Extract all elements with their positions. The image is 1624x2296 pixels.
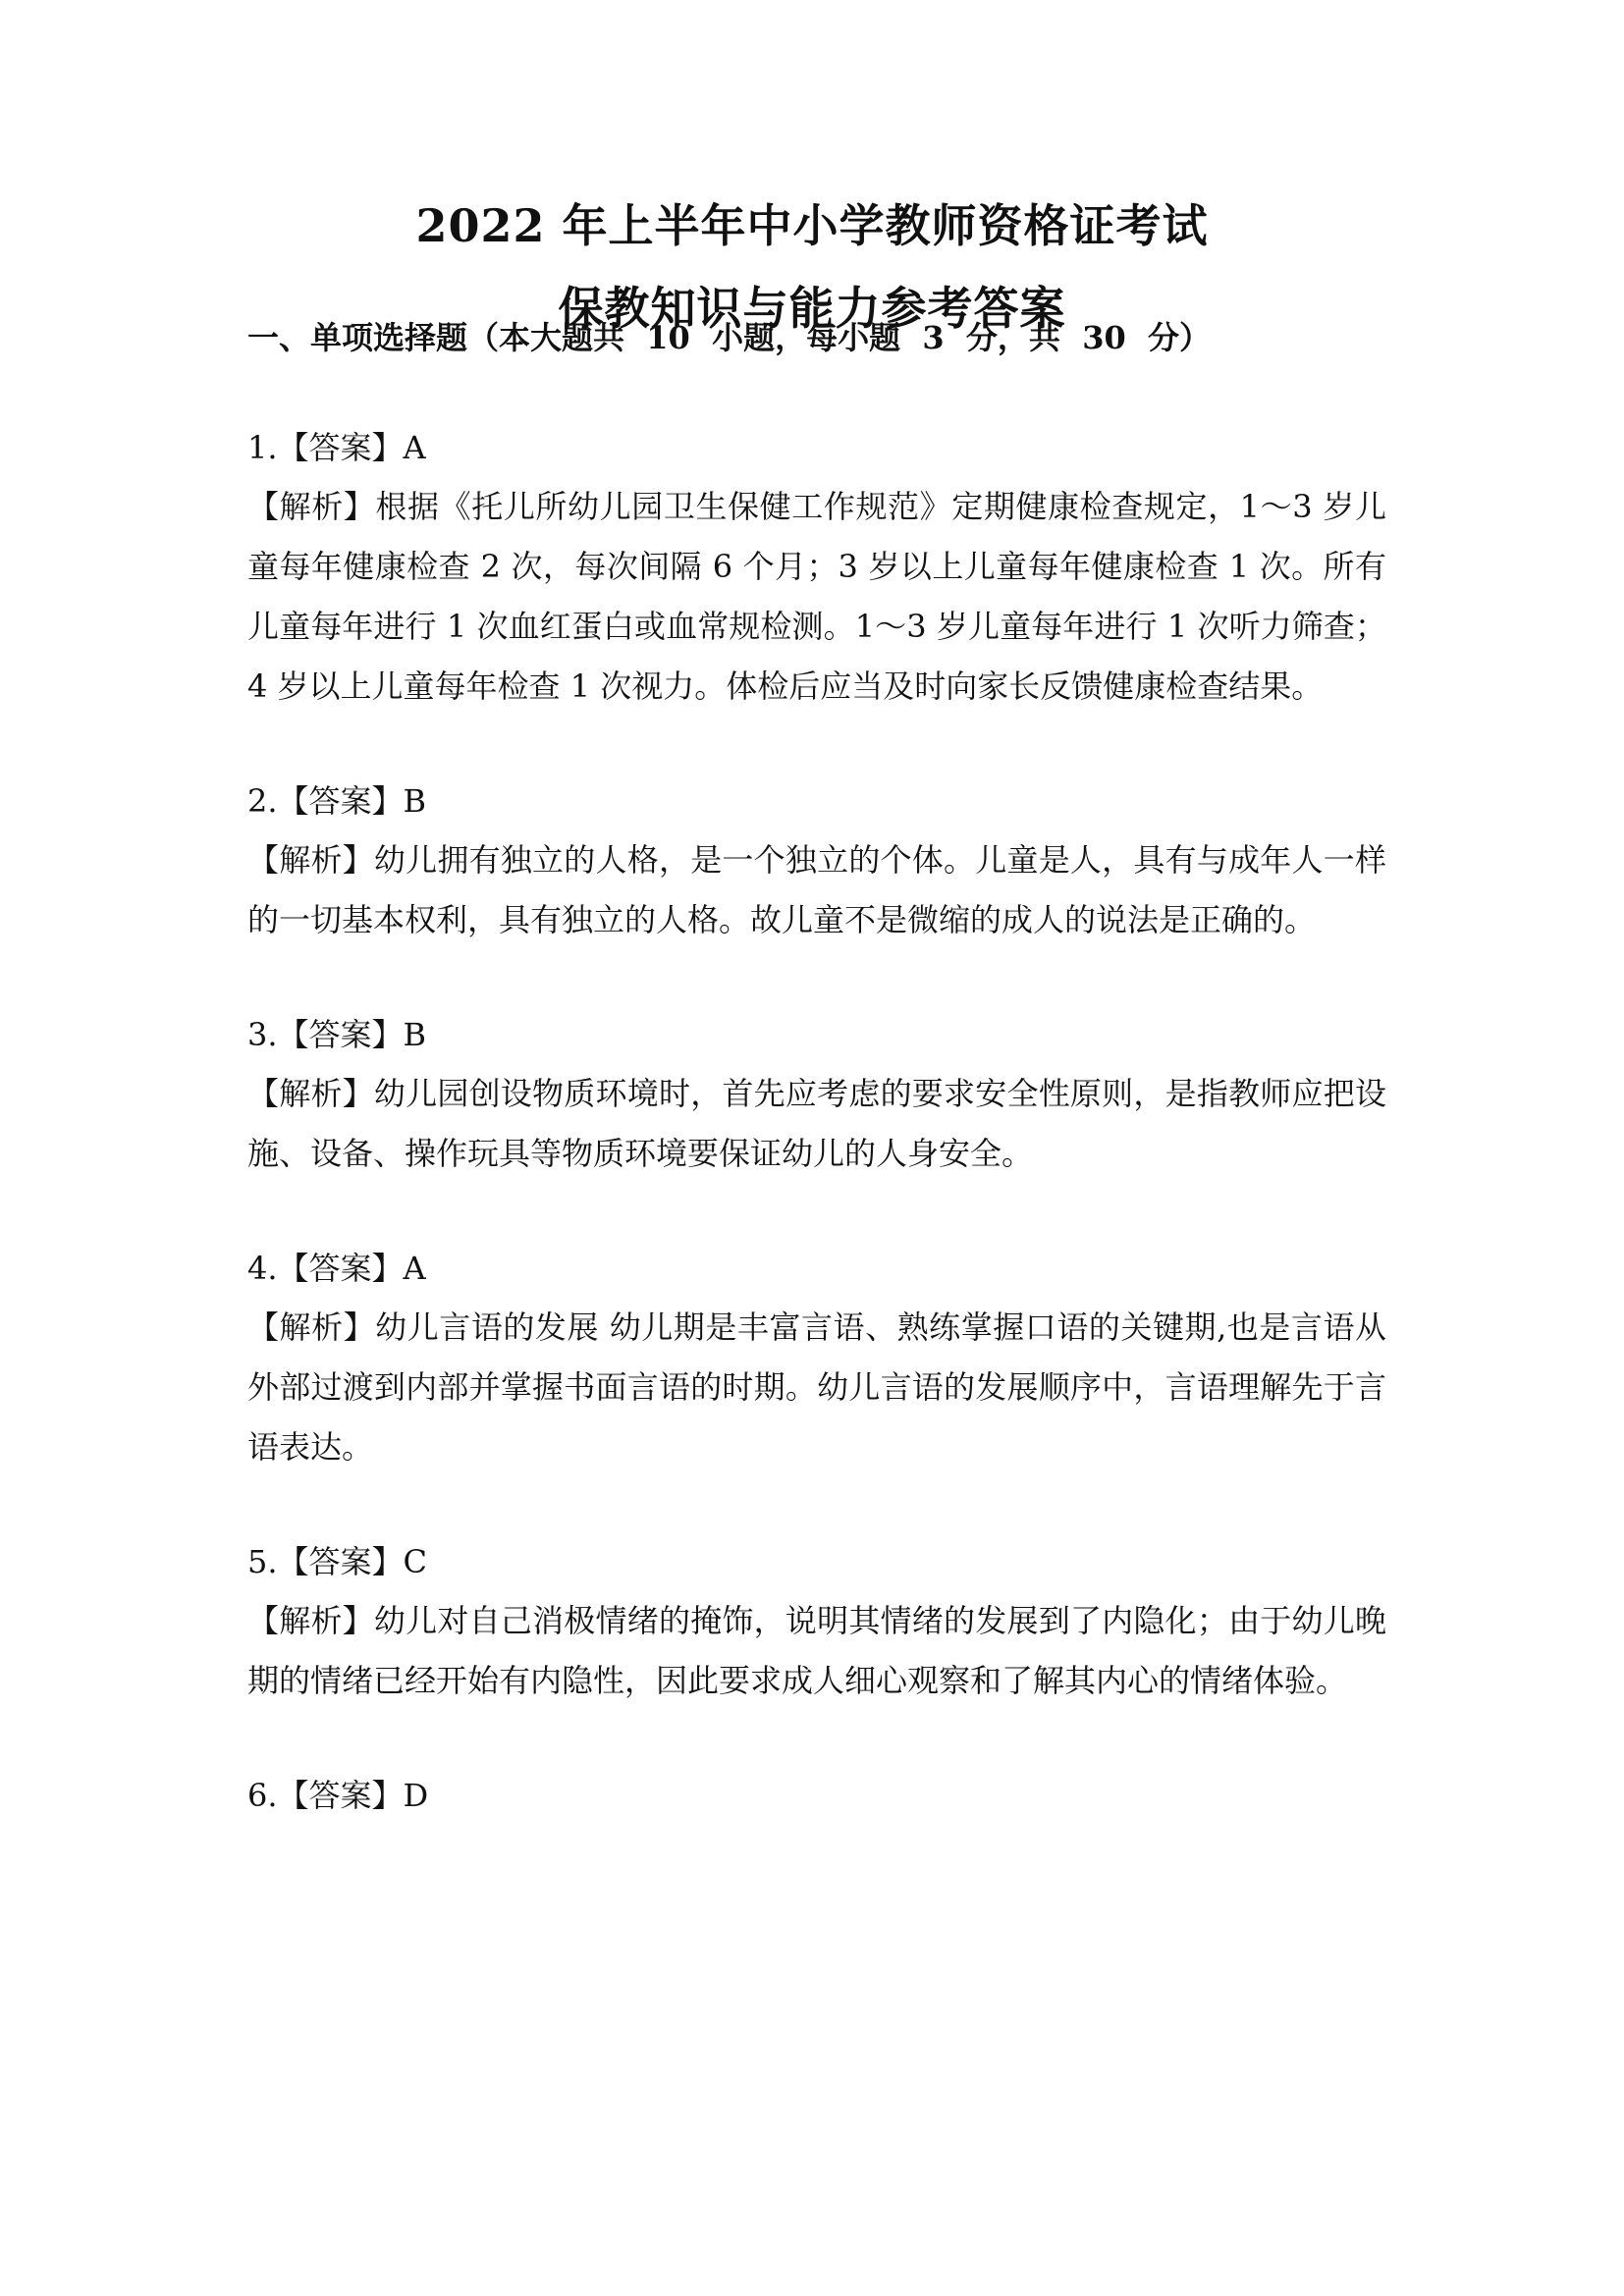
analysis-text: 【解析】幼儿言语的发展 幼儿期是丰富言语、熟练掌握口语的关键期,也是言语从外部过渡到内部并掌握书面言语的时期。幼儿言语的发展顺序中，言语理解先于言语表达。 <box>247 1308 1386 1466</box>
answer-item-6 <box>247 1766 1386 1825</box>
title-line-2: 保教知识与能力参考答案 <box>558 282 1066 335</box>
answer-label: 4.【答案】A <box>247 1250 426 1287</box>
answer-list <box>247 418 1386 1880</box>
answer-label: 3.【答案】B <box>247 1016 427 1053</box>
answer-label: 5.【答案】C <box>247 1543 428 1580</box>
answer-item-1 <box>247 418 1386 717</box>
answer-label: 6.【答案】D <box>247 1777 429 1814</box>
analysis-text: 【解析】幼儿对自己消极情绪的掩饰，说明其情绪的发展到了内隐化；由于幼儿晚期的情绪已经开始有内隐性，因此要求成人细心观察和了解其内心的情绪体验。 <box>247 1602 1386 1699</box>
section-heading: 一、单项选择题（本大题共 10 小题，每小题 3 分，共 30 分） <box>247 319 1212 356</box>
title-line-1: 2022 年上半年中小学教师资格证考试 <box>415 199 1209 252</box>
analysis-text: 【解析】根据《托儿所幼儿园卫生保健工作规范》定期健康检查规定，1～3 岁儿童每年健康检查 2 次，每次间隔 6 个月；3 岁以上儿童每年健康检查 1 次。所有儿童每年进行 1 次血红蛋白或血常规检测。1～3 岁儿童每年进行 1 次听力筛查；4 岁以上儿童每年检查 1 次视力。体检后应当及时向家长反馈健康检查结果。 <box>247 488 1386 705</box>
analysis-text: 【解析】幼儿园创设物质环境时，首先应考虑的要求安全性原则，是指教师应把设施、设备、操作玩具等物质环境要保证幼儿的人身安全。 <box>247 1075 1386 1172</box>
answer-item-5 <box>247 1532 1386 1711</box>
answer-item-4 <box>247 1239 1386 1477</box>
analysis-text: 【解析】幼儿拥有独立的人格，是一个独立的个体。儿童是人，具有与成年人一样的一切基本权利，具有独立的人格。故儿童不是微缩的成人的说法是正确的。 <box>247 841 1386 938</box>
answer-label: 2.【答案】B <box>247 782 427 820</box>
answer-item-3 <box>247 1005 1386 1184</box>
answer-label: 1.【答案】A <box>247 429 426 466</box>
answer-item-2 <box>247 772 1386 950</box>
